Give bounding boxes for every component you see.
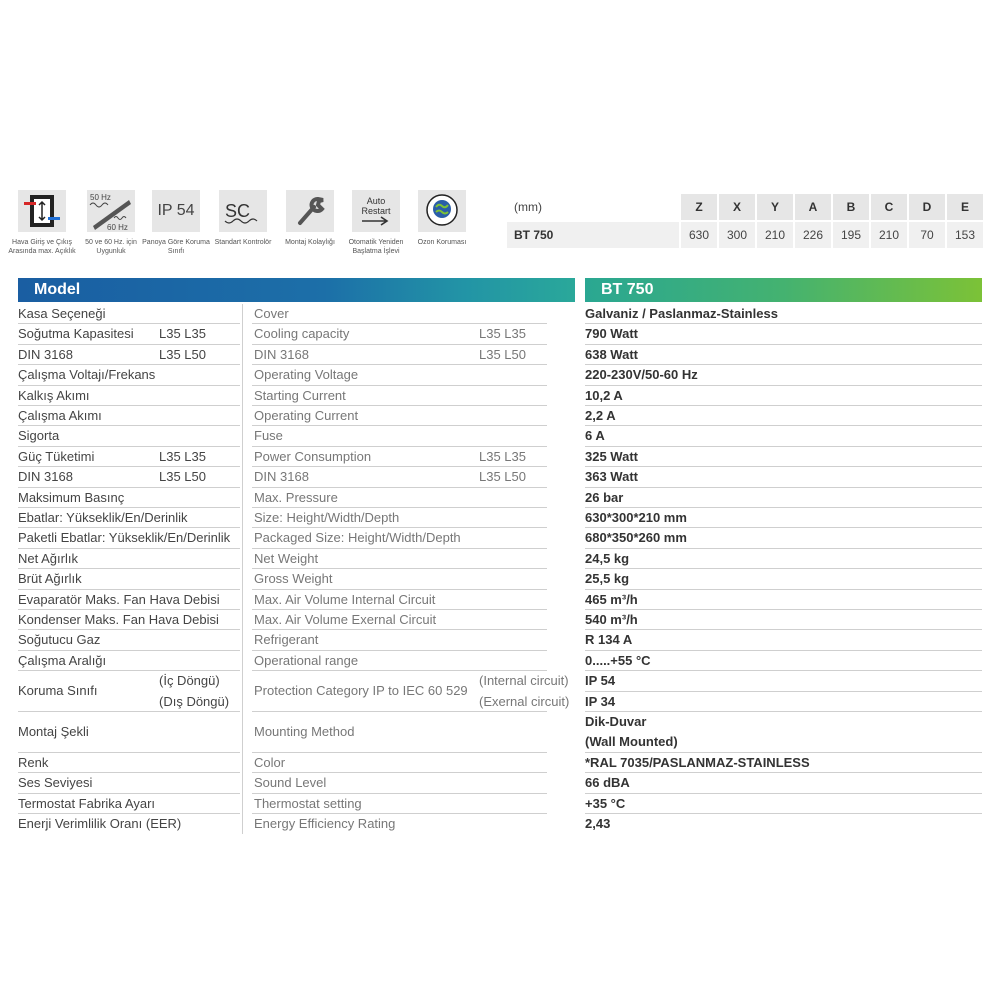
- spec-value: 638 Watt: [585, 346, 638, 362]
- auto-restart-text-1: Auto: [366, 196, 386, 206]
- spec-label-tr: Enerji Verimlilik Oranı (EER): [18, 816, 182, 831]
- spec-label-tr: Kondenser Maks. Fan Hava Debisi: [18, 612, 219, 627]
- spec-label-en: Net Weight: [254, 550, 319, 566]
- spec-value: Galvaniz / Paslanmaz-Stainless: [585, 306, 778, 321]
- dimension-val-e: 153: [946, 221, 984, 249]
- dimension-col-e: E: [946, 194, 984, 221]
- spec-row: [18, 528, 982, 548]
- ip-rating-icon: [152, 190, 200, 232]
- auto-restart-icon: [352, 190, 400, 232]
- spec-label-tr: Soğutma Kapasitesi: [18, 326, 134, 342]
- spec-row: [18, 549, 982, 569]
- spec-label-en: Mounting Method: [254, 724, 355, 739]
- spec-row: [18, 753, 982, 773]
- spec-row: [18, 345, 982, 365]
- spec-label-tr: Montaj Şekli: [18, 724, 89, 739]
- spec-label-tr: Termostat Fabrika Ayarı: [18, 795, 156, 811]
- spec-label-en: Power Consumption: [254, 448, 372, 464]
- ip-rating-text: IP 54: [157, 202, 195, 219]
- frequency-icon: [87, 190, 135, 232]
- spec-value: 10,2 A: [585, 387, 623, 403]
- svg-text:60 Hz: 60 Hz: [107, 223, 128, 232]
- spec-label-tr: Ebatlar: Yükseklik/En/Derinlik: [18, 510, 188, 525]
- spec-label-en: Refrigerant: [254, 632, 319, 648]
- spec-label-tr: Çalışma Aralığı: [18, 652, 107, 668]
- dimension-header-row: [507, 194, 984, 221]
- spec-label-en: DIN 3168: [254, 346, 309, 362]
- dimension-col-x: X: [718, 194, 756, 221]
- spec-value: 363 Watt: [585, 469, 638, 485]
- spec-label-tr: Çalışma Akımı: [18, 408, 102, 423]
- dimension-table: [507, 194, 985, 250]
- spec-row: [18, 447, 982, 467]
- dimension-col-c: C: [870, 194, 908, 221]
- spec-row: [18, 569, 982, 589]
- spec-value: 790 Watt: [585, 326, 638, 342]
- spec-label-en: Size: Height/Width/Depth: [254, 510, 400, 525]
- spec-value: 325 Watt: [585, 448, 638, 464]
- spec-value: 0.....+55 °C: [585, 652, 651, 668]
- spec-row: [18, 630, 982, 650]
- dimension-model: BT 750: [507, 221, 680, 249]
- dimension-val-c: 210: [870, 221, 908, 249]
- spec-value: 465 m³/h: [585, 591, 638, 607]
- column-divider: [242, 304, 243, 834]
- dimension-val-d: 70: [908, 221, 946, 249]
- ozone-caption: Ozon Koruması: [417, 239, 467, 246]
- spec-label-en: Color: [254, 754, 286, 770]
- spec-value: 66 dBA: [585, 775, 630, 791]
- spec-label-tr: Brüt Ağırlık: [18, 571, 82, 587]
- spec-label-tr-sub: L35 L35: [159, 326, 206, 342]
- spec-value: 2,43: [585, 816, 611, 831]
- spec-label-en: Fuse: [254, 428, 283, 444]
- spec-label-tr: Sigorta: [18, 428, 60, 444]
- spec-value: 630*300*210 mm: [585, 510, 687, 525]
- spec-label-tr: Koruma Sınıfı: [18, 683, 98, 699]
- spec-label-en: Max. Air Volume Internal Circuit: [254, 591, 436, 607]
- spec-row: [18, 365, 982, 385]
- spec-value: +35 °C: [585, 795, 626, 811]
- spec-row: [18, 386, 982, 406]
- spec-label-en-sub: (Internal circuit): [479, 673, 569, 689]
- spec-label-en: Operating Current: [254, 408, 359, 423]
- spec-label-tr: Soğutucu Gaz: [18, 632, 101, 648]
- water-inlet-caption: Hava Giriş ve Çıkış Arasında max. Açıklık: [8, 239, 76, 255]
- spec-label-en: Starting Current: [254, 387, 346, 403]
- dimension-val-z: 630: [680, 221, 718, 249]
- auto-restart-text-2: Restart: [361, 206, 391, 216]
- spec-value: IP 34: [585, 693, 616, 709]
- spec-label-tr: Çalışma Voltajı/Frekans: [18, 367, 156, 383]
- spec-row: [18, 406, 982, 426]
- spec-value: 25,5 kg: [585, 571, 630, 587]
- wrench-caption: Montaj Kolaylığı: [285, 239, 335, 246]
- dimension-col-y: Y: [756, 194, 794, 221]
- wrench-icon: [286, 190, 334, 232]
- spec-value: (Wall Mounted): [585, 734, 678, 750]
- sc-control-caption: Standart Kontrolör: [214, 239, 272, 246]
- spec-row: [18, 651, 982, 671]
- spec-value: 6 A: [585, 428, 605, 444]
- spec-value: 540 m³/h: [585, 612, 638, 627]
- dimension-unit: (mm): [507, 194, 680, 221]
- ozone-icon: [418, 190, 466, 232]
- spec-label-en: Max. Pressure: [254, 489, 338, 505]
- spec-label-en: Energy Efficiency Rating: [254, 816, 396, 831]
- spec-label-tr: Renk: [18, 754, 49, 770]
- spec-label-en: Operational range: [254, 652, 359, 668]
- spec-label-en: Max. Air Volume Exernal Circuit: [254, 612, 437, 627]
- dimension-value-row: [507, 221, 984, 249]
- spec-row: [18, 488, 982, 508]
- spec-label-en-sub: L35 L50: [479, 469, 526, 485]
- spec-label-tr: DIN 3168: [18, 469, 73, 485]
- dimension-col-a: A: [794, 194, 832, 221]
- spec-label-tr: Ses Seviyesi: [18, 775, 93, 791]
- spec-row: [18, 304, 982, 324]
- spec-label-tr: Güç Tüketimi: [18, 448, 95, 464]
- spec-label-tr-sub: L35 L35: [159, 448, 206, 464]
- dimension-val-a: 226: [794, 221, 832, 249]
- spec-row: [18, 508, 982, 528]
- dimension-col-z: Z: [680, 194, 718, 221]
- spec-row: [18, 590, 982, 610]
- spec-label-en-sub: L35 L50: [479, 346, 526, 362]
- spec-row: [18, 610, 982, 630]
- spec-row: [18, 794, 982, 814]
- spec-row: [18, 467, 982, 487]
- spec-value: Dik-Duvar: [585, 714, 647, 729]
- spec-label-tr-sub: (İç Döngü): [159, 673, 220, 689]
- spec-label-tr: Paketli Ebatlar: Yükseklik/En/Derinlik: [18, 530, 231, 546]
- dimension-val-y: 210: [756, 221, 794, 249]
- spec-row: [18, 773, 982, 793]
- product-header: BT 750: [585, 278, 982, 302]
- spec-label-tr: Kalkış Akımı: [18, 387, 90, 403]
- svg-text:50 Hz: 50 Hz: [90, 193, 111, 202]
- spec-value: *RAL 7035/PASLANMAZ-STAINLESS: [585, 754, 810, 770]
- frequency-caption: 50 ve 60 Hz. için Uygunluk: [85, 239, 137, 255]
- spec-value: 220-230V/50-60 Hz: [585, 367, 698, 383]
- spec-label-en: Cooling capacity: [254, 326, 350, 342]
- spec-value: 26 bar: [585, 489, 624, 505]
- spec-row-mounting: [18, 712, 982, 753]
- spec-row: [18, 324, 982, 344]
- spec-row: [18, 426, 982, 446]
- spec-label-en: Cover: [254, 306, 289, 321]
- spec-label-tr-sub: (Dış Döngü): [159, 693, 230, 709]
- dimension-col-b: B: [832, 194, 870, 221]
- spec-value: IP 54: [585, 673, 616, 689]
- spec-label-tr-sub: L35 L50: [159, 469, 206, 485]
- spec-label-en: Packaged Size: Height/Width/Depth: [254, 530, 461, 546]
- spec-label-en-sub: (Exernal circuit): [479, 693, 570, 709]
- spec-value: R 134 A: [585, 632, 633, 648]
- ip-rating-caption: Panoya Göre Koruma Sınıfı: [142, 239, 210, 255]
- auto-restart-caption: Otomatik Yeniden Başlatma İşlevi: [348, 239, 404, 255]
- spec-row: [18, 814, 982, 834]
- row-divider: [585, 691, 982, 692]
- model-header: Model: [18, 278, 575, 302]
- water-inlet-icon: [18, 190, 66, 232]
- spec-label-tr: DIN 3168: [18, 346, 73, 362]
- dimension-col-d: D: [908, 194, 946, 221]
- spec-label-tr: Kasa Seçeneği: [18, 306, 106, 321]
- dimension-val-b: 195: [832, 221, 870, 249]
- spec-label-tr: Evaparatör Maks. Fan Hava Debisi: [18, 591, 220, 607]
- spec-label-en: Protection Category IP to IEC 60 529: [254, 683, 468, 699]
- spec-label-en-sub: L35 L35: [479, 448, 526, 464]
- dimension-val-x: 300: [718, 221, 756, 249]
- svg-text:SC: SC: [225, 201, 251, 221]
- spec-label-tr: Net Ağırlık: [18, 550, 78, 566]
- spec-label-en: Sound Level: [254, 775, 327, 791]
- spec-label-en-sub: L35 L35: [479, 326, 526, 342]
- spec-label-en: Gross Weight: [254, 571, 333, 587]
- spec-value: 680*350*260 mm: [585, 530, 687, 546]
- spec-label-en: Operating Voltage: [254, 367, 359, 383]
- spec-value: 24,5 kg: [585, 550, 630, 566]
- spec-label-en: DIN 3168: [254, 469, 309, 485]
- spec-label-tr-sub: L35 L50: [159, 346, 206, 362]
- sc-control-icon: [219, 190, 267, 232]
- spec-label-tr: Maksimum Basınç: [18, 489, 125, 505]
- spec-value: 2,2 A: [585, 408, 616, 423]
- spec-label-en: Thermostat setting: [254, 795, 362, 811]
